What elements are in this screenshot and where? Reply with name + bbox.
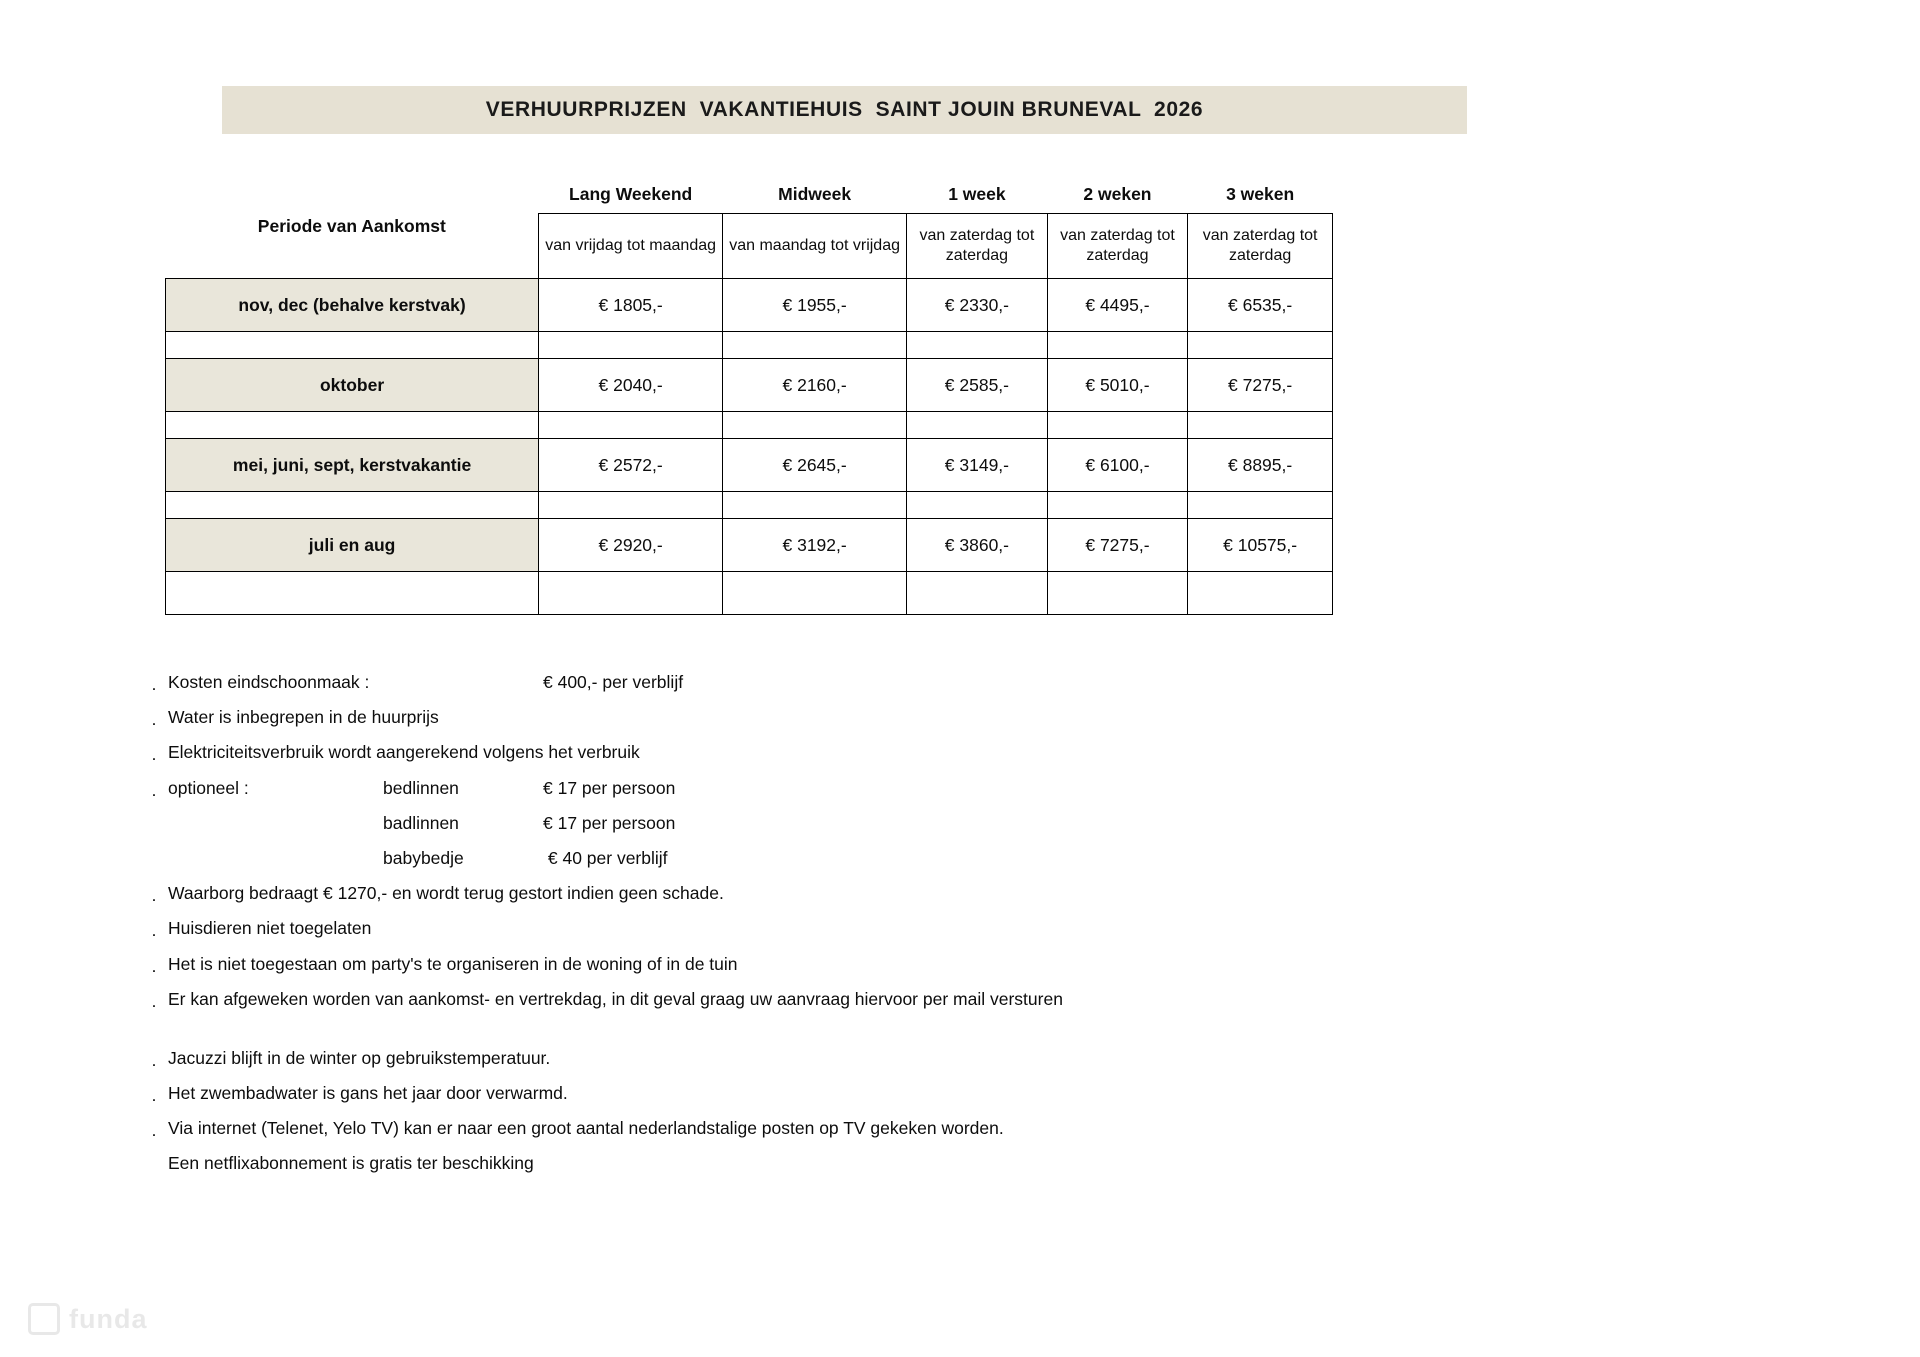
price-cell: € 6535,- (1188, 279, 1333, 332)
notes-list (140, 672, 1640, 1189)
table-spacer-row (166, 412, 1333, 439)
price-cell: € 3860,- (907, 519, 1048, 572)
note-middle: badlinnen (383, 812, 459, 833)
price-cell: € 7275,- (1047, 519, 1188, 572)
price-cell: € 1955,- (723, 279, 907, 332)
price-cell: € 2160,- (723, 359, 907, 412)
note-text: Er kan afgeweken worden van aankomst- en vertrekdag, in dit geval graag uw aanvraag hiervoor per mail versturen (168, 988, 1063, 1009)
list-item (140, 918, 1640, 939)
price-cell: € 2645,- (723, 439, 907, 492)
bullet-icon: . (151, 991, 157, 1011)
bullet-icon: . (151, 886, 157, 906)
price-cell: € 5010,- (1047, 359, 1188, 412)
bullet-icon: . (151, 1121, 157, 1141)
spacer-cell (1188, 492, 1333, 519)
note-middle: bedlinnen (383, 777, 459, 798)
note-label: Kosten eindschoonmaak : (168, 672, 370, 692)
list-item (140, 848, 1640, 869)
note-label (168, 813, 383, 834)
table-row (166, 279, 1333, 332)
price-cell: € 3192,- (723, 519, 907, 572)
spacer-cell (539, 492, 723, 519)
column-sub-lang-weekend: van vrijdag tot maandag (539, 214, 723, 279)
column-header-2-weken: 2 weken (1083, 183, 1152, 204)
spacer-cell (1188, 332, 1333, 359)
table-spacer-row (166, 572, 1333, 615)
spacer-cell (1047, 412, 1188, 439)
spacer-label (166, 332, 539, 359)
table-row (166, 439, 1333, 492)
note-columns (168, 672, 683, 693)
spacer-cell (723, 572, 907, 615)
price-cell: € 4495,- (1047, 279, 1188, 332)
notes-gap (140, 1024, 1640, 1048)
price-cell: € 3149,- (907, 439, 1048, 492)
bullet-icon: . (151, 710, 157, 730)
note-text: Het zwembadwater is gans het jaar door verwarmd. (168, 1083, 568, 1104)
note-text: Elektriciteitsverbruik wordt aangerekend volgens het verbruik (168, 742, 640, 763)
list-item (140, 989, 1640, 1010)
column-sub-midweek: van maandag tot vrijdag (723, 214, 907, 279)
periode-header: Periode van Aankomst (257, 216, 446, 236)
spacer-cell (1047, 332, 1188, 359)
table-row (166, 519, 1333, 572)
spacer-cell (1047, 572, 1188, 615)
list-item (140, 813, 1640, 834)
price-cell: € 8895,- (1188, 439, 1333, 492)
table-spacer-row (166, 492, 1333, 519)
spacer-cell (1188, 572, 1333, 615)
price-cell: € 2585,- (907, 359, 1048, 412)
spacer-label (166, 492, 539, 519)
bullet-icon: . (151, 780, 157, 800)
table-spacer-row (166, 332, 1333, 359)
spacer-cell (907, 492, 1048, 519)
spacer-label (166, 412, 539, 439)
price-cell: € 2330,- (907, 279, 1048, 332)
list-item (140, 1118, 1640, 1139)
list-item (140, 672, 1640, 693)
price-cell: € 1805,- (539, 279, 723, 332)
spacer-cell (539, 572, 723, 615)
list-item (140, 707, 1640, 728)
price-cell: € 2572,- (539, 439, 723, 492)
price-cell: € 6100,- (1047, 439, 1188, 492)
price-cell: € 2040,- (539, 359, 723, 412)
spacer-cell (1047, 492, 1188, 519)
spacer-cell (723, 332, 907, 359)
season-label: oktober (166, 359, 539, 412)
spacer-cell (907, 572, 1048, 615)
note-value: € 400,- per verblijf (543, 672, 684, 692)
spacer-cell (723, 412, 907, 439)
spacer-cell (907, 332, 1048, 359)
column-header-midweek: Midweek (778, 183, 852, 204)
spacer-cell (1188, 412, 1333, 439)
note-text: Een netflixabonnement is gratis ter beschikking (168, 1153, 534, 1174)
title-banner (222, 86, 1467, 134)
bullet-icon: . (151, 745, 157, 765)
page-title: VERHUURPRIJZEN VAKANTIEHUIS SAINT JOUIN BRUNEVAL 2026 (485, 98, 1204, 121)
table-header-row (166, 178, 1333, 214)
note-value: € 17 per persoon (543, 777, 676, 798)
column-sub-1-week: van zaterdag tot zaterdag (907, 214, 1048, 279)
note-label: optioneel : (168, 777, 249, 798)
spacer-cell (907, 412, 1048, 439)
list-item (140, 1153, 1640, 1174)
watermark (28, 1303, 148, 1335)
list-item (140, 1083, 1640, 1104)
note-text: Het is niet toegestaan om party's te organiseren in de woning of in de tuin (168, 953, 738, 974)
season-label: mei, juni, sept, kerstvakantie (166, 439, 539, 492)
note-text: Waarborg bedraagt € 1270,- en wordt terug gestort indien geen schade. (168, 883, 724, 904)
bullet-icon: . (151, 956, 157, 976)
note-value: € 17 per persoon (543, 812, 676, 833)
price-cell: € 7275,- (1188, 359, 1333, 412)
bullet-icon: . (151, 921, 157, 941)
spacer-cell (723, 492, 907, 519)
note-value: € 40 per verblijf (543, 847, 668, 868)
spacer-cell (539, 412, 723, 439)
rental-price-table (165, 178, 1333, 615)
season-label: nov, dec (behalve kerstvak) (166, 279, 539, 332)
bullet-icon: . (151, 1050, 157, 1070)
column-sub-2-weken: van zaterdag tot zaterdag (1047, 214, 1188, 279)
table-row (166, 359, 1333, 412)
note-label (168, 848, 383, 869)
list-item (140, 954, 1640, 975)
column-sub-3-weken: van zaterdag tot zaterdag (1188, 214, 1333, 279)
note-text: Water is inbegrepen in de huurprijs (168, 707, 439, 728)
note-middle: babybedje (383, 847, 464, 868)
list-item (140, 778, 1640, 799)
watermark-label: funda (69, 1303, 148, 1334)
bullet-icon: . (151, 1086, 157, 1106)
spacer-cell (539, 332, 723, 359)
column-header-1-week: 1 week (948, 183, 1006, 204)
list-item (140, 1048, 1640, 1069)
note-columns (168, 778, 675, 799)
bullet-icon: . (151, 675, 157, 694)
note-text: Jacuzzi blijft in de winter op gebruikstemperatuur. (168, 1047, 551, 1068)
price-cell: € 10575,- (1188, 519, 1333, 572)
spacer-label (166, 572, 539, 615)
list-item (140, 742, 1640, 763)
season-label: juli en aug (166, 519, 539, 572)
note-text: Via internet (Telenet, Yelo TV) kan er naar een groot aantal nederlandstalige posten op TV gekeken worden. (168, 1118, 1004, 1139)
list-item (140, 883, 1640, 904)
watermark-logo-icon (28, 1303, 60, 1335)
column-header-3-weken: 3 weken (1226, 183, 1295, 204)
note-text: Huisdieren niet toegelaten (168, 918, 372, 939)
price-cell: € 2920,- (539, 519, 723, 572)
column-header-lang-weekend: Lang Weekend (569, 183, 693, 204)
